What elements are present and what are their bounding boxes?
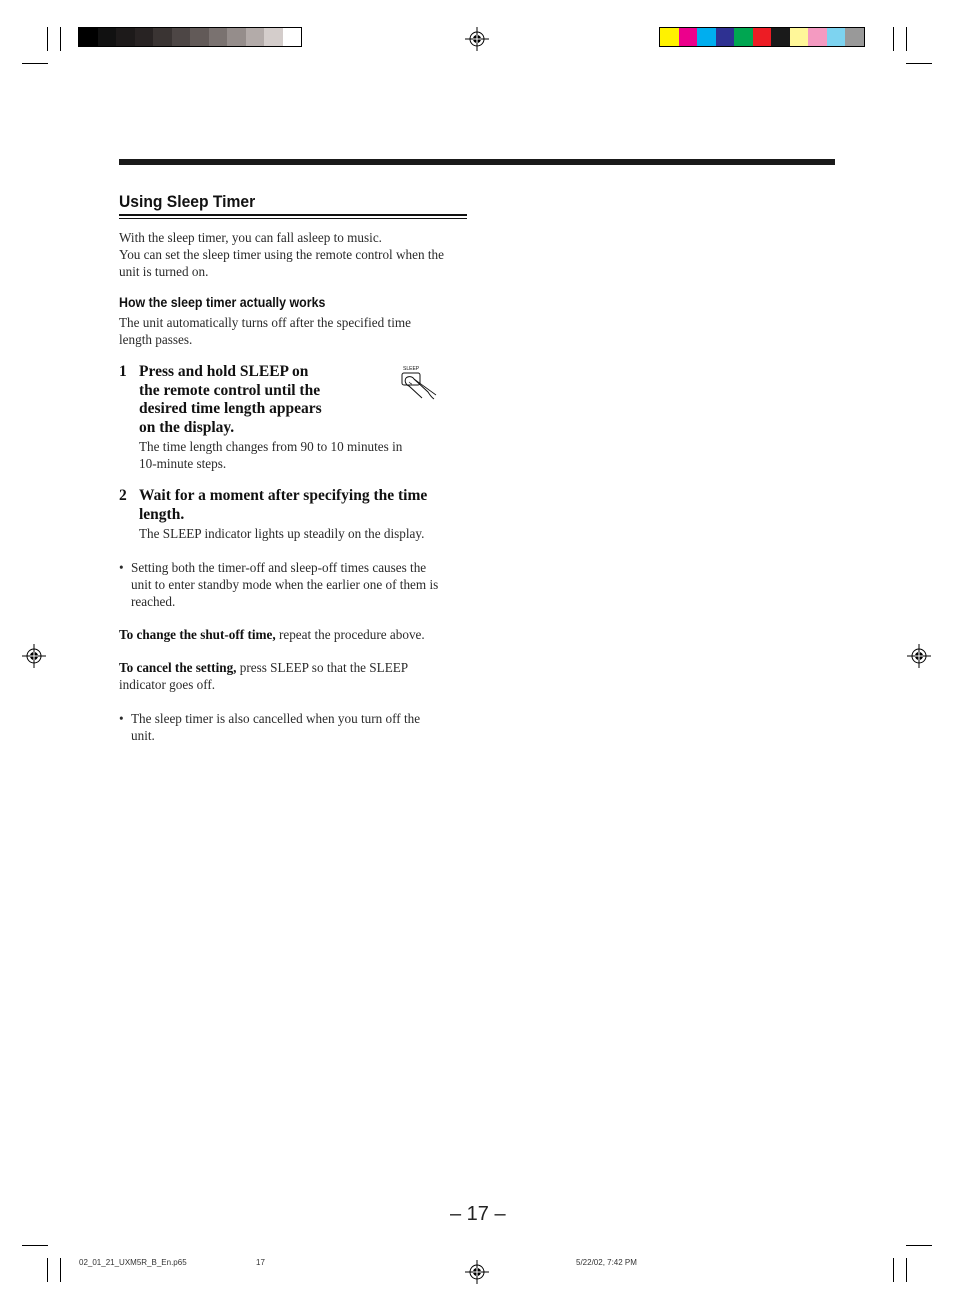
step-1-instruction: [139, 363, 379, 437]
grayscale-swatch: [227, 28, 246, 46]
subheading: How the sleep timer actually works: [119, 295, 326, 310]
footer-filename: 02_01_21_UXM5R_B_En.p65: [79, 1258, 187, 1267]
footer-page: 17: [256, 1258, 265, 1267]
change-shutoff-text: repeat the procedure above.: [275, 627, 425, 642]
intro-line: You can set the sleep timer using the remote control when the: [119, 247, 444, 262]
bullet-line: unit to enter standby mode when the earlier one of them is: [131, 577, 439, 592]
registration-mark-right: [907, 644, 931, 668]
process-color-bar: [659, 27, 865, 47]
cancel-setting-lead: To cancel the setting,: [119, 660, 237, 675]
cancel-setting-paragraph: [119, 659, 469, 693]
registration-mark-left: [22, 644, 46, 668]
process-color-swatch: [808, 28, 827, 46]
bullet-note-cancel: [131, 710, 471, 744]
bullet-note-standby: [131, 559, 471, 610]
grayscale-swatch: [246, 28, 265, 46]
grayscale-swatch: [79, 28, 98, 46]
intro-line: unit is turned on.: [119, 264, 209, 279]
paragraph-line: length passes.: [119, 332, 193, 347]
bullet-line: The sleep timer is also cancelled when you turn off the: [131, 711, 421, 726]
grayscale-swatch: [190, 28, 209, 46]
step-1-note: [139, 438, 469, 472]
grayscale-swatch: [153, 28, 172, 46]
registration-mark-top: [465, 27, 489, 51]
process-color-swatch: [679, 28, 698, 46]
cancel-setting-text: press SLEEP so that the SLEEP: [236, 660, 409, 675]
grayscale-swatch: [116, 28, 135, 46]
bullet-line: Setting both the timer-off and sleep-off times causes the: [131, 560, 427, 575]
hand-pressing-button-icon: [398, 362, 442, 402]
process-color-swatch: [827, 28, 846, 46]
section-title: Using Sleep Timer: [119, 192, 256, 211]
header-rule: [119, 159, 835, 165]
process-color-swatch: [697, 28, 716, 46]
bullet-symbol: •: [119, 711, 124, 726]
bullet-line: reached.: [131, 594, 176, 609]
paragraph-line: The unit automatically turns off after the specified time: [119, 315, 411, 330]
step-line: the remote control until the: [139, 381, 321, 399]
page-number: – 17 –: [450, 1203, 506, 1225]
change-shutoff-paragraph: [119, 626, 425, 643]
registration-mark-bottom: [465, 1260, 489, 1284]
grayscale-swatch: [135, 28, 154, 46]
sleep-button-illustration: [398, 362, 442, 402]
grayscale-swatch: [264, 28, 283, 46]
change-shutoff-lead: To change the shut-off time,: [119, 627, 276, 642]
grayscale-color-bar: [78, 27, 302, 47]
note-line: 10-minute steps.: [139, 456, 227, 471]
intro-paragraph: [119, 229, 469, 280]
title-underline: [119, 214, 467, 216]
subheading-paragraph: [119, 314, 469, 348]
grayscale-swatch: [172, 28, 191, 46]
process-color-swatch: [716, 28, 735, 46]
step-line: length.: [139, 505, 185, 523]
step-line: on the display.: [139, 418, 235, 436]
process-color-swatch: [845, 28, 864, 46]
step-line: Press and hold SLEEP on: [139, 363, 309, 380]
grayscale-swatch: [98, 28, 117, 46]
step-line: Wait for a moment after specifying the time: [139, 487, 428, 504]
process-color-swatch: [753, 28, 772, 46]
sleep-button-label: SLEEP: [403, 366, 420, 372]
bullet-symbol: •: [119, 560, 124, 575]
title-underline-thin: [119, 218, 467, 219]
note-line: The time length changes from 90 to 10 minutes in: [139, 439, 403, 454]
step-2-note: The SLEEP indicator lights up steadily on the display.: [139, 526, 425, 541]
bullet-line: unit.: [131, 728, 155, 743]
intro-line: With the sleep timer, you can fall asleep to music.: [119, 230, 382, 245]
process-color-swatch: [734, 28, 753, 46]
step-2-number: 2: [119, 487, 127, 504]
footer-datetime: 5/22/02, 7:42 PM: [576, 1258, 637, 1267]
grayscale-swatch: [209, 28, 228, 46]
step-line: desired time length appears: [139, 400, 322, 417]
grayscale-swatch: [283, 28, 302, 46]
step-1-number: 1: [119, 363, 127, 380]
process-color-swatch: [660, 28, 679, 46]
step-2-instruction: [139, 487, 469, 524]
cancel-setting-line: indicator goes off.: [119, 677, 216, 692]
process-color-swatch: [771, 28, 790, 46]
process-color-swatch: [790, 28, 809, 46]
